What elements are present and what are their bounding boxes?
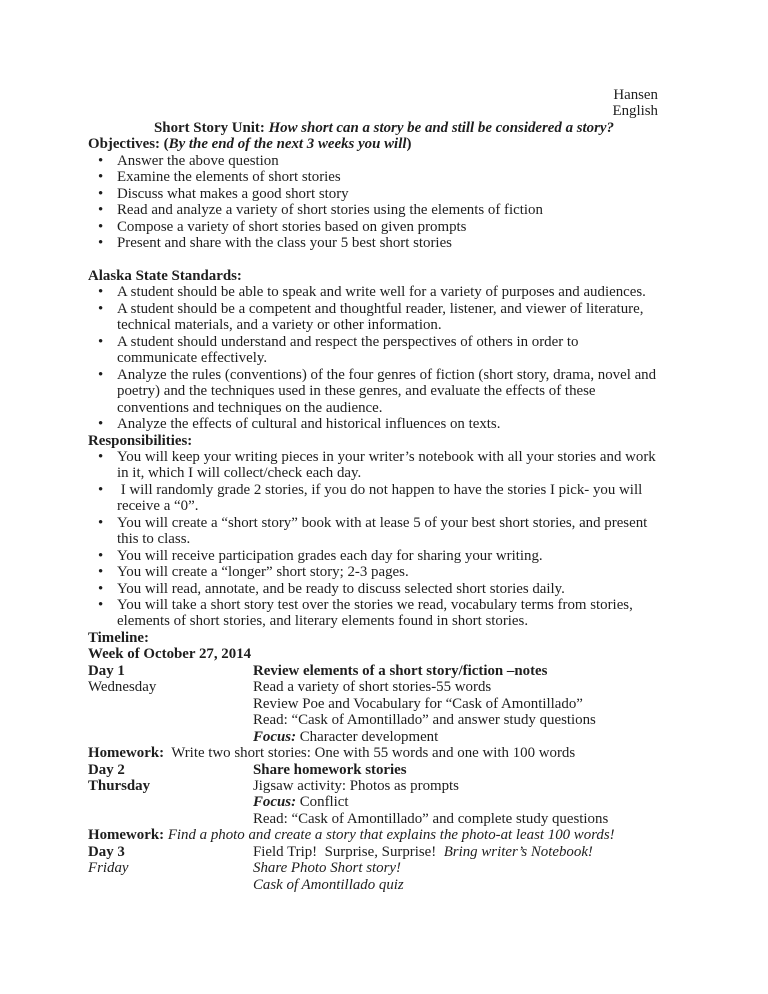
bullet-text: You will receive participation grades each day for sharing your writing. (117, 547, 543, 564)
day-label: Day 3 (88, 843, 125, 860)
day-label: Day 2 (88, 761, 125, 778)
activity-line: Read: “Cask of Amontillado” and answer study questions (253, 712, 596, 729)
bullet-text: You will take a short story test over the stories we read, vocabulary terms from stories, elements of short stories, and literary elements found in short stories. (117, 597, 637, 630)
activity-text-italic: Bring writer’s Notebook! (443, 843, 593, 860)
bullet-icon: • (98, 185, 104, 202)
timeline-day2-row (88, 762, 680, 828)
bullet-text: You will read, annotate, and be ready to discuss selected short stories daily. (117, 580, 565, 597)
day-label: Day 1 (88, 662, 125, 679)
homework-text: Write two short stories: One with 55 words and one with 100 words (164, 745, 576, 762)
standards-heading: Alaska State Standards: (88, 267, 242, 284)
list-item (88, 301, 680, 334)
timeline-day3-row (88, 844, 680, 893)
activity-text: Field Trip! Surprise, Surprise! (253, 843, 444, 860)
bullet-text: Compose a variety of short stories based on given prompts (117, 218, 467, 235)
objectives-list (88, 153, 680, 252)
bullet-text: Present and share with the class your 5 best short stories (117, 235, 452, 252)
bullet-icon: • (98, 481, 104, 498)
bullet-icon: • (98, 564, 104, 581)
list-item (88, 153, 680, 169)
bullet-text: You will create a “longer” short story; 2-3 pages. (117, 564, 409, 581)
timeline-day3-left (88, 844, 253, 893)
bullet-icon: • (98, 547, 104, 564)
list-item (88, 219, 680, 235)
activity-line: Share Photo Short story! (253, 860, 401, 877)
focus-line (253, 729, 680, 745)
timeline-day2-left (88, 762, 253, 828)
list-item (88, 416, 680, 432)
bullet-text: Discuss what makes a good short story (117, 185, 349, 202)
bullet-icon: • (98, 333, 104, 350)
list-item (88, 597, 680, 630)
bullet-icon: • (98, 235, 104, 252)
list-item (88, 334, 680, 367)
bullet-text: A student should be able to speak and write well for a variety of purposes and audiences. (117, 284, 646, 301)
day-weekday: Thursday (88, 778, 151, 795)
timeline-day3-activities (253, 844, 680, 893)
header-subject: English (612, 103, 658, 120)
list-item (88, 515, 680, 548)
bullet-icon: • (98, 580, 104, 597)
header-block (88, 87, 680, 120)
responsibilities-list (88, 449, 680, 630)
bullet-icon: • (98, 514, 104, 531)
blank-line (88, 252, 680, 268)
list-item (88, 581, 680, 597)
bullet-text: You will create a “short story” book with at lease 5 of your best short stories, and present this to class. (117, 514, 652, 548)
focus-label: Focus: (253, 794, 297, 811)
objectives-label: Objectives: ( (88, 136, 169, 153)
activity-line: Read: “Cask of Amontillado” and complete study questions (253, 810, 609, 827)
bullet-icon: • (98, 300, 104, 317)
timeline-day1-row (88, 663, 680, 745)
timeline-day1-activities (253, 663, 680, 745)
list-item (88, 367, 680, 416)
bullet-text: Examine the elements of short stories (117, 169, 341, 186)
bullet-icon: • (98, 366, 104, 383)
list-item (88, 449, 680, 482)
homework-label: Homework: (88, 745, 165, 762)
bullet-text: Analyze the rules (conventions) of the four genres of fiction (short story, drama, novel and poetry) and the techniques used in these genres, and evaluate the effects of these conventions and techniques on the audience. (117, 366, 660, 416)
activity-line: Share homework stories (253, 761, 407, 778)
timeline-day2-activities (253, 762, 680, 828)
focus-line (253, 794, 680, 810)
list-item (88, 284, 680, 300)
standards-list (88, 284, 680, 432)
bullet-text: A student should understand and respect the perspectives of others in order to communicate effectively. (117, 333, 583, 367)
focus-label: Focus: (253, 728, 297, 745)
activity-line: Read a variety of short stories-55 words (253, 679, 492, 696)
bullet-icon: • (98, 152, 104, 169)
objectives-paren-italic: By the end of the next 3 weeks you will (168, 136, 407, 153)
list-item (88, 169, 680, 185)
objectives-label-close: ) (406, 136, 412, 153)
title-question: How short can a story be and still be considered a story? (268, 119, 614, 136)
bullet-icon: • (98, 448, 104, 465)
list-item (88, 202, 680, 218)
homework1-line (88, 745, 680, 761)
bullet-text: A student should be a competent and thoughtful reader, listener, and viewer of literature, technical materials, and a variety or other information. (117, 300, 648, 334)
bullet-icon: • (98, 416, 104, 433)
bullet-icon: • (98, 597, 104, 614)
document-title (88, 120, 680, 136)
activity-line: Cask of Amontillado quiz (253, 876, 404, 893)
responsibilities-heading: Responsibilities: (88, 432, 193, 449)
timeline-day1-left (88, 663, 253, 745)
bullet-icon: • (98, 202, 104, 219)
bullet-icon: • (98, 169, 104, 186)
activity-line: Review Poe and Vocabulary for “Cask of Amontillado” (253, 695, 583, 712)
bullet-text: Analyze the effects of cultural and historical influences on texts. (117, 416, 501, 433)
bullet-text: Answer the above question (117, 152, 279, 169)
homework-label: Homework: (88, 827, 165, 844)
header-author: Hansen (613, 87, 658, 103)
objectives-heading (88, 136, 680, 152)
day-weekday: Friday (88, 860, 129, 877)
focus-text: Conflict (296, 794, 349, 811)
homework-text: Find a photo and create a story that explains the photo-at least 100 words! (164, 827, 615, 844)
homework2-line (88, 827, 680, 843)
list-item (88, 186, 680, 202)
list-item (88, 235, 680, 251)
activity-line: Review elements of a short story/fiction –notes (253, 662, 548, 679)
bullet-icon: • (98, 284, 104, 301)
bullet-text: I will randomly grade 2 stories, if you do not happen to have the stories I pick- you will receive a “0”. (117, 481, 646, 515)
timeline-week: Week of October 27, 2014 (88, 646, 252, 663)
activity-line (253, 844, 680, 860)
list-item (88, 564, 680, 580)
focus-text: Character development (296, 728, 439, 745)
title-lead: Short Story Unit: (154, 119, 269, 136)
bullet-icon: • (98, 218, 104, 235)
bullet-text: You will keep your writing pieces in your writer’s notebook with all your stories and work in it, which I will collect/check each day. (117, 448, 660, 482)
list-item (88, 482, 680, 515)
timeline-heading: Timeline: (88, 629, 149, 646)
bullet-text: Read and analyze a variety of short stories using the elements of fiction (117, 202, 543, 219)
activity-line: Jigsaw activity: Photos as prompts (253, 778, 459, 795)
day-weekday: Wednesday (88, 679, 157, 696)
list-item (88, 548, 680, 564)
